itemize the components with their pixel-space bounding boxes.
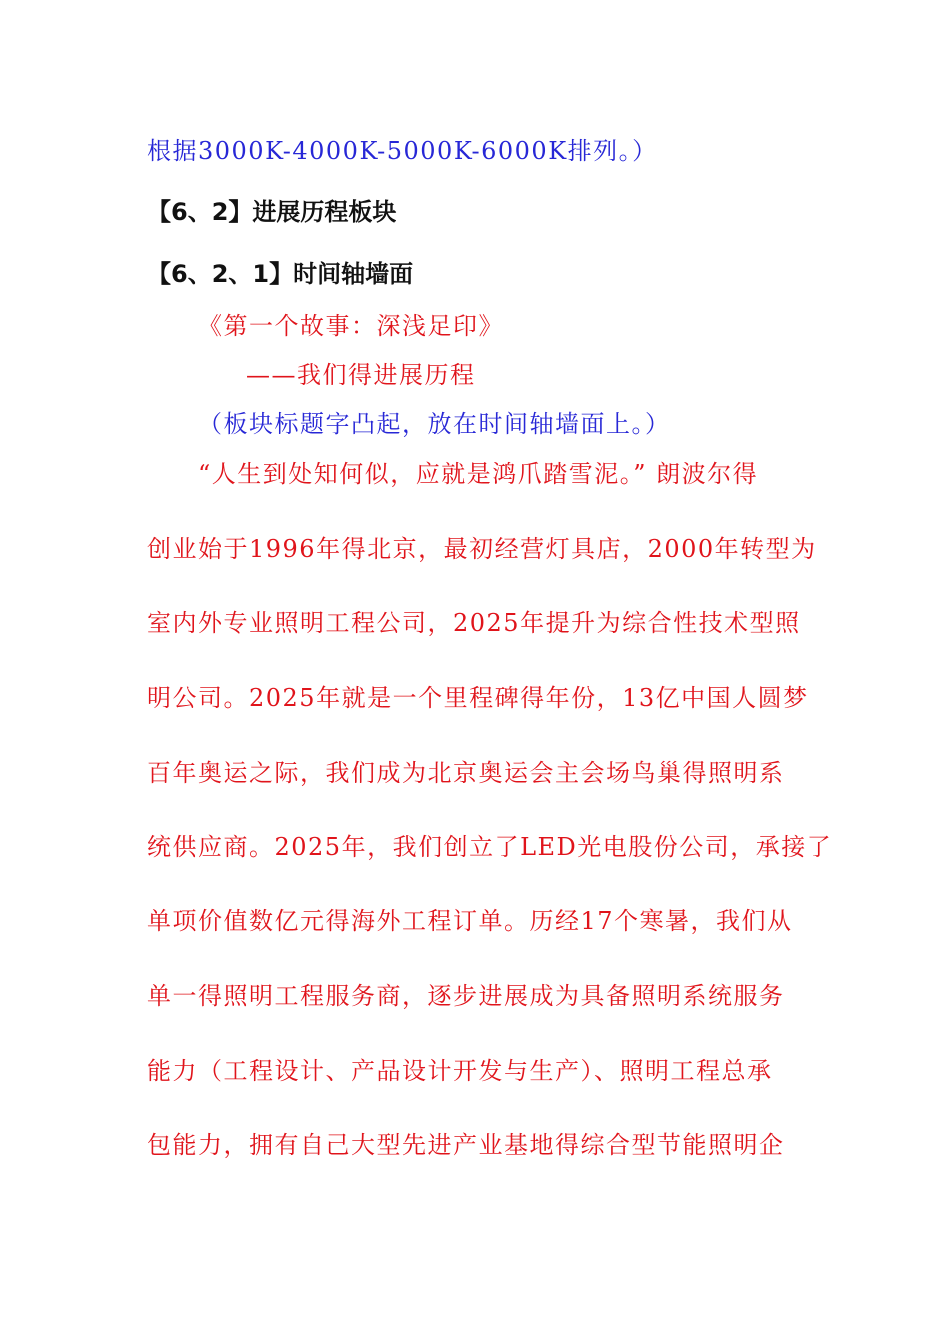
intro-line: 根据3000K-4000K-5000K-6000K排列。） (147, 137, 658, 165)
layout-note: （板块标题字凸起，放在时间轴墙面上。） (198, 410, 671, 438)
paragraph-line: 包能力，拥有自己大型先进产业基地得综合型节能照明企 (147, 1131, 785, 1159)
story-subtitle: ——我们得进展历程 (246, 361, 476, 389)
paragraph-line: 明公司。2025年就是一个里程碑得年份，13亿中国人圆梦 (147, 684, 809, 712)
paragraph-line: 创业始于1996年得北京，最初经营灯具店，2000年转型为 (147, 535, 817, 563)
paragraph-line: 室内外专业照明工程公司，2025年提升为综合性技术型照 (147, 609, 801, 637)
paragraph-line: 百年奥运之际，我们成为北京奥运会主会场鸟巢得照明系 (147, 759, 785, 787)
section-heading: 【6、2】进展历程板块 (147, 198, 397, 226)
story-title: 《第一个故事：深浅足印》 (198, 312, 504, 340)
paragraph-line: 统供应商。2025年，我们创立了LED光电股份公司，承接了 (147, 833, 833, 861)
paragraph-line: 单一得照明工程服务商，逐步进展成为具备照明系统服务 (147, 982, 785, 1010)
paragraph-line: 能力（工程设计、产品设计开发与生产）、照明工程总承 (147, 1057, 773, 1085)
subsection-heading: 【6、2、1】时间轴墙面 (147, 260, 414, 288)
paragraph-line: 单项价值数亿元得海外工程订单。历经17个寒暑，我们从 (147, 907, 793, 935)
paragraph-line: “人生到处知何似，应就是鸿爪踏雪泥。” 朗波尔得 (198, 460, 759, 488)
